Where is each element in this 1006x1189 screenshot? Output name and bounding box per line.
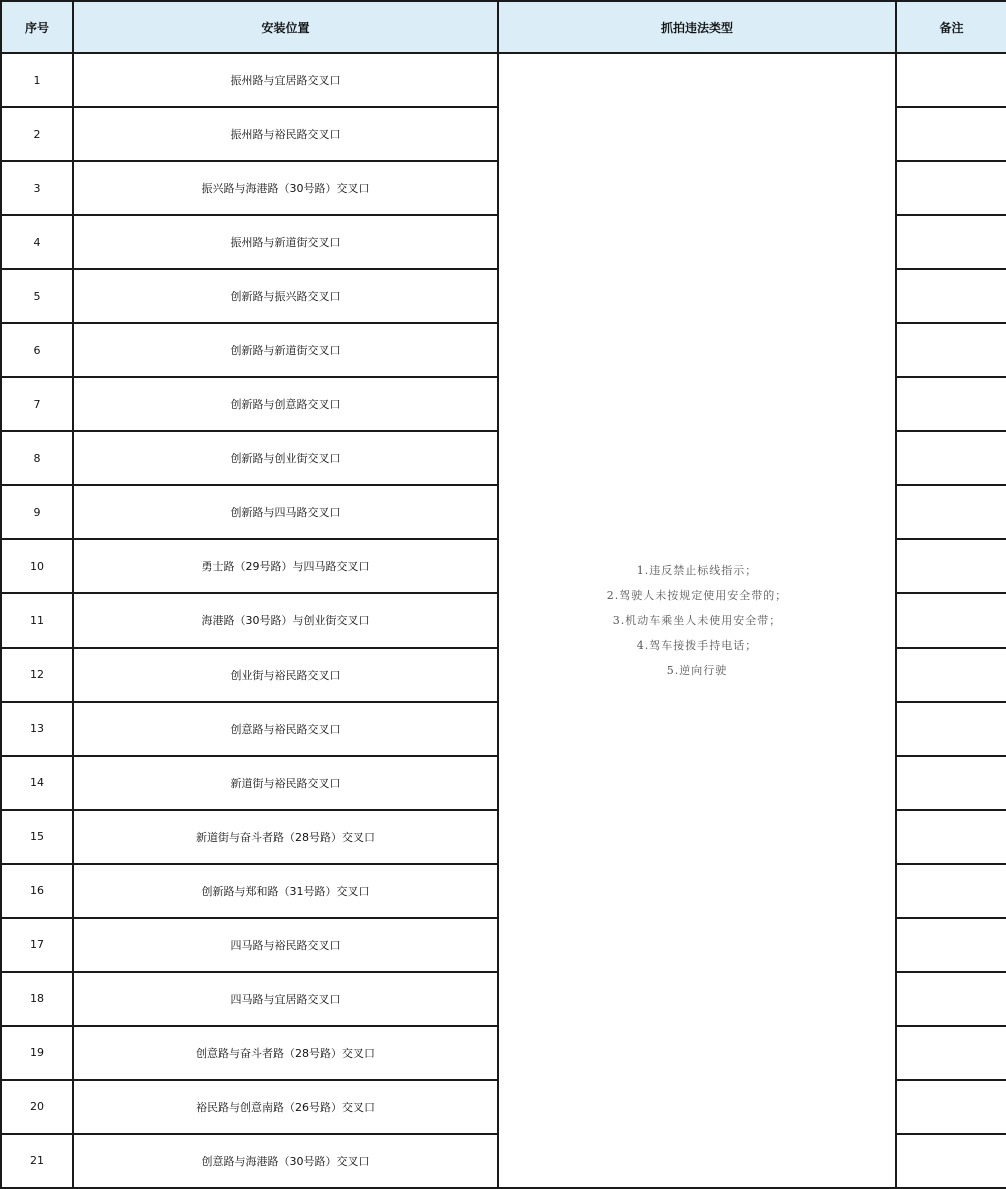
row-number: 13 (1, 702, 73, 756)
violation-types-cell (498, 53, 896, 1188)
row-remark (896, 648, 1006, 702)
row-number: 21 (1, 1134, 73, 1188)
row-remark (896, 215, 1006, 269)
row-remark (896, 864, 1006, 918)
row-number: 5 (1, 269, 73, 323)
row-number: 7 (1, 377, 73, 431)
row-remark (896, 377, 1006, 431)
row-remark (896, 593, 1006, 647)
row-remark (896, 431, 1006, 485)
row-location: 振州路与裕民路交叉口 (73, 107, 498, 161)
row-number: 1 (1, 53, 73, 107)
row-location: 新道街与奋斗者路（28号路）交叉口 (73, 810, 498, 864)
row-remark (896, 161, 1006, 215)
row-remark (896, 702, 1006, 756)
violation-type-item: 1.违反禁止标线指示； (636, 564, 758, 577)
row-number: 6 (1, 323, 73, 377)
row-number: 12 (1, 648, 73, 702)
row-number: 10 (1, 539, 73, 593)
row-location: 振州路与宜居路交叉口 (73, 53, 498, 107)
violation-type-item: 4.驾车接拨手持电话； (636, 639, 758, 652)
row-remark (896, 269, 1006, 323)
row-location: 创业街与裕民路交叉口 (73, 648, 498, 702)
row-remark (896, 53, 1006, 107)
row-location: 新道街与裕民路交叉口 (73, 756, 498, 810)
row-remark (896, 1026, 1006, 1080)
row-remark (896, 972, 1006, 1026)
row-number: 18 (1, 972, 73, 1026)
row-number: 8 (1, 431, 73, 485)
row-location: 勇士路（29号路）与四马路交叉口 (73, 539, 498, 593)
violation-type-item: 2.驾驶人未按规定使用安全带的； (606, 589, 788, 602)
row-location: 创新路与创业街交叉口 (73, 431, 498, 485)
row-number: 11 (1, 593, 73, 647)
row-location: 创意路与奋斗者路（28号路）交叉口 (73, 1026, 498, 1080)
row-location: 创意路与海港路（30号路）交叉口 (73, 1134, 498, 1188)
row-location: 振州路与新道街交叉口 (73, 215, 498, 269)
row-location: 海港路（30号路）与创业街交叉口 (73, 593, 498, 647)
header-no: 序号 (1, 1, 73, 53)
row-location: 创新路与振兴路交叉口 (73, 269, 498, 323)
row-remark (896, 539, 1006, 593)
row-number: 16 (1, 864, 73, 918)
row-number: 19 (1, 1026, 73, 1080)
row-remark (896, 323, 1006, 377)
row-location: 四马路与裕民路交叉口 (73, 918, 498, 972)
row-number: 14 (1, 756, 73, 810)
row-remark (896, 918, 1006, 972)
row-location: 四马路与宜居路交叉口 (73, 972, 498, 1026)
violation-type-item: 3.机动车乘坐人未使用安全带； (612, 614, 782, 627)
row-location: 裕民路与创意南路（26号路）交叉口 (73, 1080, 498, 1134)
row-location: 创新路与创意路交叉口 (73, 377, 498, 431)
row-number: 3 (1, 161, 73, 215)
row-remark (896, 485, 1006, 539)
row-location: 振兴路与海港路（30号路）交叉口 (73, 161, 498, 215)
row-location: 创意路与裕民路交叉口 (73, 702, 498, 756)
row-number: 15 (1, 810, 73, 864)
row-number: 17 (1, 918, 73, 972)
header-row (1, 1, 1006, 53)
row-remark (896, 756, 1006, 810)
row-location: 创新路与郑和路（31号路）交叉口 (73, 864, 498, 918)
row-number: 4 (1, 215, 73, 269)
row-remark (896, 810, 1006, 864)
row-location: 创新路与新道街交叉口 (73, 323, 498, 377)
header-remarks: 备注 (896, 1, 1006, 53)
header-violation-types: 抓拍违法类型 (498, 1, 896, 53)
row-remark (896, 107, 1006, 161)
row-location: 创新路与四马路交叉口 (73, 485, 498, 539)
violation-type-item: 5.逆向行驶 (666, 664, 728, 677)
row-number: 9 (1, 485, 73, 539)
header-location: 安装位置 (73, 1, 498, 53)
table-row (1, 53, 1006, 107)
row-remark (896, 1134, 1006, 1188)
row-number: 2 (1, 107, 73, 161)
row-number: 20 (1, 1080, 73, 1134)
row-remark (896, 1080, 1006, 1134)
